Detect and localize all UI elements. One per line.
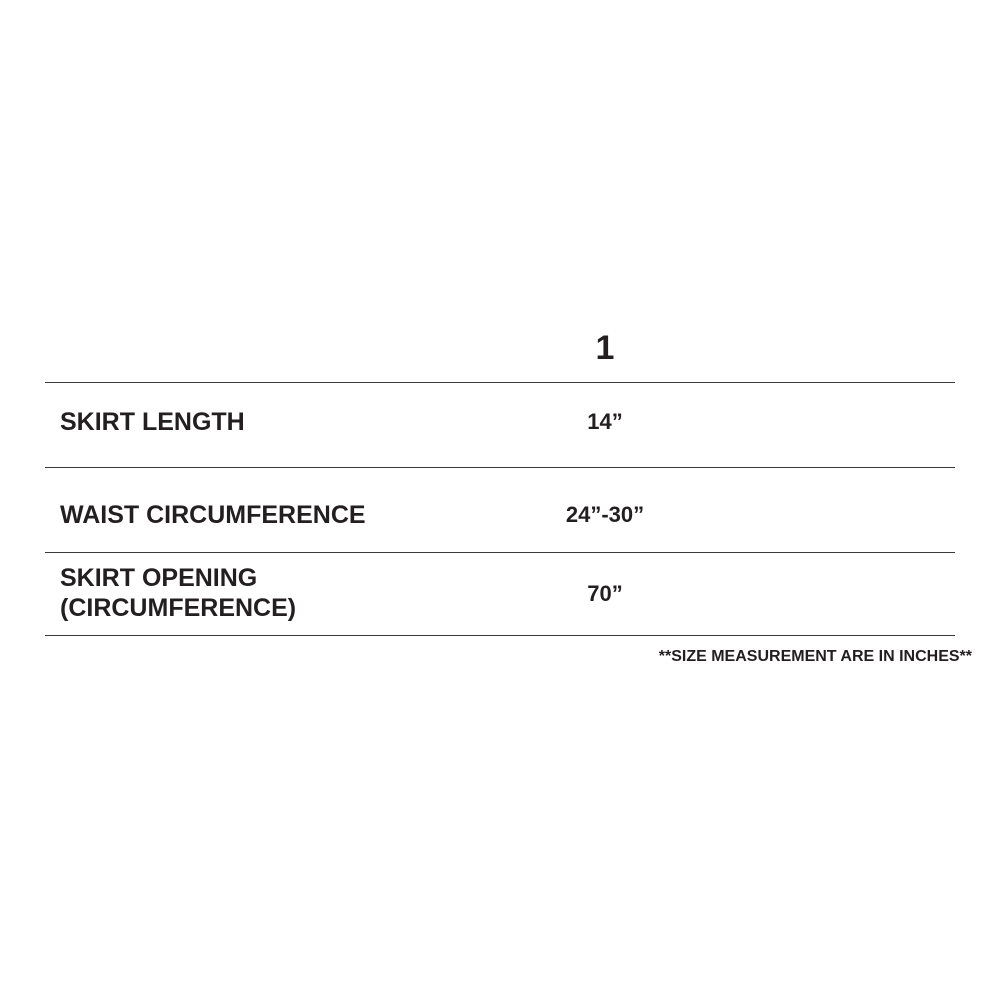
size-header-row: 1: [595, 329, 615, 367]
table-row-waist-circumference: WAIST CIRCUMFERENCE 24”-30”: [60, 501, 645, 529]
size-chart-table: [45, 320, 955, 636]
row-label: [60, 563, 296, 623]
table-row-skirt-length: SKIRT LENGTH 14”: [60, 408, 623, 436]
table-row-skirt-opening: SKIRT OPENING (CIRCUMFERENCE) 70”: [60, 564, 623, 622]
row-label: WAIST CIRCUMFERENCE: [60, 501, 366, 529]
divider: [45, 635, 955, 636]
row-label-line: SKIRT OPENING: [60, 564, 258, 592]
measurement-note: **SIZE MEASUREMENT ARE IN INCHES**: [658, 648, 972, 665]
row-label-line: (CIRCUMFERENCE): [60, 594, 297, 622]
row-label: SKIRT LENGTH: [60, 408, 245, 436]
